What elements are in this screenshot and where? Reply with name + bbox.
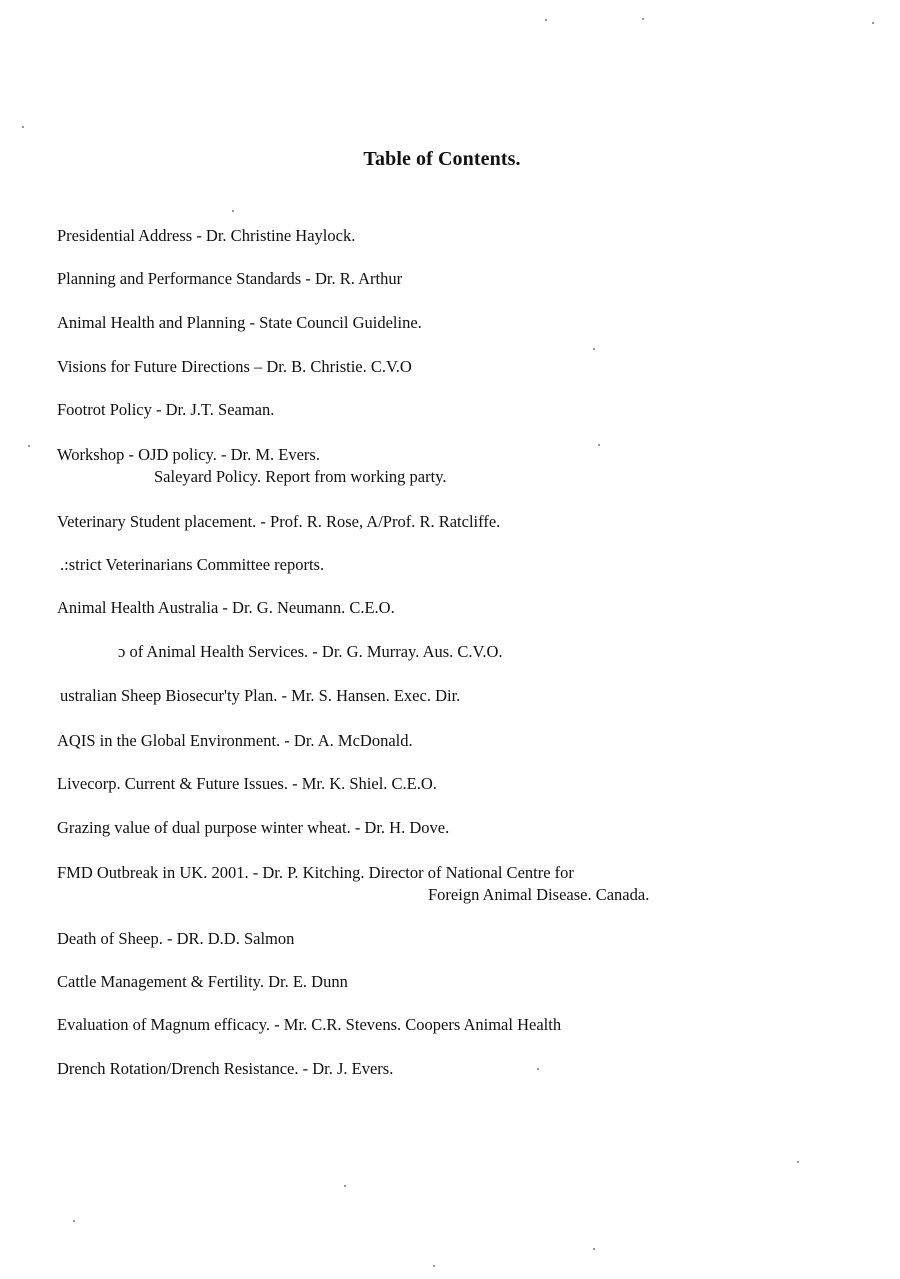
toc-entry [57,817,449,839]
toc-entry-text: Livecorp. Current & Future Issues. - Mr. K. Shiel. C.E.O. [57,774,437,793]
page-title: Table of Contents. [363,148,521,170]
toc-entry-continuation: Foreign Animal Disease. Canada. [428,885,650,904]
toc-entry-text: Grazing value of dual purpose winter wheat. - Dr. H. Dove. [57,818,450,837]
toc-entry-text: Cattle Management & Fertility. Dr. E. Dunn [57,972,348,991]
toc-entry-continuation: Saleyard Policy. Report from working party. [154,467,447,486]
toc-entry [57,597,395,619]
scan-speck [28,445,30,447]
toc-entry [60,685,460,707]
toc-entry [57,1014,561,1036]
toc-entry-text: Death of Sheep. - DR. D.D. Salmon [57,929,295,948]
toc-entry-text: Presidential Address - Dr. Christine Haylock. [57,226,356,245]
scan-speck [344,1185,346,1187]
scan-speck [797,1161,799,1163]
scan-speck [642,18,644,20]
toc-entry [57,312,422,334]
toc-entry-text: .:strict Veterinarians Committee reports. [60,555,325,574]
toc-entry-text: Animal Health Australia - Dr. G. Neumann. C.E.O. [57,598,395,617]
toc-entry [57,730,413,752]
scan-speck [593,1248,595,1250]
toc-entry-text: Animal Health and Planning - State Council Guideline. [57,313,422,332]
toc-entry [57,773,437,795]
scan-speck [593,348,595,350]
scan-speck [73,1220,75,1222]
toc-entry-text: ɔ of Animal Health Services. - Dr. G. Murray. Aus. C.V.O. [118,642,503,661]
toc-entry [118,641,503,663]
scan-speck [545,19,547,21]
toc-entry-text: Veterinary Student placement. - Prof. R. Rose, A/Prof. R. Ratcliffe. [57,512,501,531]
scan-speck [232,210,234,212]
scan-speck [22,126,24,128]
toc-entry [57,356,412,378]
scan-speck [598,444,600,446]
toc-entry [57,862,649,906]
toc-entry-text: Planning and Performance Standards - Dr. R. Arthur [57,269,403,288]
toc-entry [57,971,348,993]
toc-entry-text: AQIS in the Global Environment. - Dr. A. McDonald. [57,731,413,750]
toc-entry [57,928,294,950]
toc-entry-text: Visions for Future Directions – Dr. B. Christie. C.V.O [57,357,412,376]
toc-entry-text: Drench Rotation/Drench Resistance. - Dr. J. Evers. [57,1059,394,1078]
scan-speck [433,1265,435,1267]
toc-entry-text: Evaluation of Magnum efficacy. - Mr. C.R. Stevens. Coopers Animal Health [57,1015,562,1034]
toc-entry [60,554,324,576]
toc-entry-text: ustralian Sheep Biosecur'ty Plan. - Mr. S. Hansen. Exec. Dir. [60,686,461,705]
toc-entry [57,225,355,247]
toc-entry-text: Footrot Policy - Dr. J.T. Seaman. [57,400,275,419]
toc-entry [57,1058,393,1080]
toc-entry [57,444,447,488]
scan-speck [537,1068,539,1070]
scan-speck [872,22,874,24]
toc-entry [57,399,274,421]
toc-entry [57,268,402,290]
toc-entry [57,511,500,533]
toc-entry-text: Workshop - OJD policy. - Dr. M. Evers. [57,445,320,464]
toc-entry-text: FMD Outbreak in UK. 2001. - Dr. P. Kitching. Director of National Centre for [57,863,574,882]
